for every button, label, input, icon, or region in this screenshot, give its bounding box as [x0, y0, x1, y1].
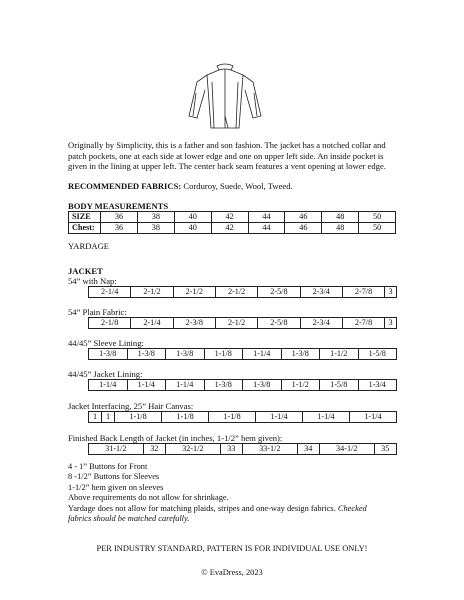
jacket-heading: JACKET [68, 266, 103, 276]
yardage-cell: 2-1/2 [173, 287, 215, 298]
note-line: 1-1/2” hem given on sleeves [68, 482, 164, 492]
yardage-label: Jacket Interfacing, 25” Hair Canvas: [68, 401, 194, 411]
yardage-cell: 1-1/4 [166, 380, 205, 391]
size-label: SIZE [69, 212, 101, 223]
yardage-cell: 2-1/2 [215, 318, 257, 329]
yardage-row [89, 380, 397, 391]
yardage-row [89, 444, 397, 455]
chest-row [69, 223, 396, 234]
yardage-label: Finished Back Length of Jacket (in inches, 1-1/2” hem given): [68, 433, 283, 443]
yardage-cell: 2-3/8 [173, 318, 215, 329]
note-italic: fabrics should be matched carefully. [68, 514, 190, 524]
yardage-row [89, 412, 397, 423]
yardage-cell: 1-1/8 [209, 412, 256, 423]
yardage-row [89, 287, 397, 298]
yardage-row [89, 349, 397, 360]
size-row [69, 212, 396, 223]
yardage-cell: 1-1/4 [256, 412, 303, 423]
size-cell: 44 [248, 212, 285, 223]
note-line [68, 504, 367, 514]
note-line: Above requirements do not allow for shrinkage. [68, 493, 229, 503]
body-measurements-title: BODY MEASUREMENTS [68, 201, 169, 211]
yardage-cell: 1-1/4 [349, 412, 396, 423]
yardage-cell: 1 [89, 412, 102, 423]
chest-cell: 50 [359, 223, 396, 234]
yardage-label: 44/45” Sleeve Lining: [68, 338, 144, 348]
size-cell: 46 [285, 212, 322, 223]
yardage-table [88, 286, 397, 298]
yardage-cell: 1-3/8 [281, 349, 320, 360]
yardage-cell: 1-1/4 [243, 349, 282, 360]
yardage-cell: 2-7/8 [342, 287, 384, 298]
yardage-cell: 2-1/8 [89, 318, 131, 329]
chest-label: Chest: [69, 223, 101, 234]
yardage-cell: 1-1/8 [115, 412, 162, 423]
yardage-cell: 1-1/4 [303, 412, 350, 423]
yardage-cell: 2-5/8 [258, 318, 300, 329]
chest-cell: 44 [248, 223, 285, 234]
yardage-cell: 2-3/4 [300, 318, 342, 329]
yardage-cell: 32 [143, 444, 165, 455]
yardage-cell: 3 [385, 287, 397, 298]
yardage-cell: 1-1/2 [320, 349, 359, 360]
notes-block [68, 462, 367, 524]
yardage-cell: 34 [297, 444, 319, 455]
size-cell: 50 [359, 212, 396, 223]
yardage-heading: YARDAGE [68, 241, 110, 251]
size-cell: 40 [174, 212, 211, 223]
yardage-cell: 2-1/2 [215, 287, 257, 298]
yardage-table [88, 348, 397, 360]
size-cell: 38 [137, 212, 174, 223]
chest-cell: 38 [137, 223, 174, 234]
yardage-cell: 1-1/4 [127, 380, 166, 391]
chest-cell: 48 [322, 223, 359, 234]
yardage-cell: 1-3/8 [243, 380, 282, 391]
yardage-cell: 1 [102, 412, 115, 423]
yardage-table [88, 317, 397, 329]
yardage-cell: 33 [220, 444, 242, 455]
yardage-cell: 35 [374, 444, 396, 455]
yardage-cell: 1-3/4 [358, 380, 397, 391]
note-line: 4 - 1” Buttons for Front [68, 462, 148, 471]
body-measurements-table [68, 211, 396, 234]
yardage-label: 54” Plain Fabric: [68, 307, 127, 317]
jacket-back-illustration [184, 58, 266, 140]
yardage-label: 54” with Nap: [68, 276, 117, 286]
chest-cell: 36 [101, 223, 138, 234]
fabrics-value: Corduroy, Suede, Wool, Tweed. [181, 181, 293, 191]
copyright: © EvaDress, 2023 [201, 568, 263, 577]
yardage-cell: 1-5/8 [320, 380, 359, 391]
yardage-cell: 2-7/8 [342, 318, 384, 329]
yardage-table [88, 379, 397, 391]
size-cell: 42 [211, 212, 248, 223]
yardage-cell: 1-3/8 [127, 349, 166, 360]
yardage-cell: 32-1/2 [165, 444, 220, 455]
chest-cell: 42 [211, 223, 248, 234]
yardage-cell: 1-1/8 [162, 412, 209, 423]
size-cell: 36 [101, 212, 138, 223]
yardage-table [88, 443, 397, 455]
size-cell: 48 [322, 212, 359, 223]
recommended-fabrics [68, 181, 293, 191]
industry-standard-notice: PER INDUSTRY STANDARD, PATTERN IS FOR INDIVIDUAL USE ONLY! [96, 544, 368, 553]
yardage-cell: 2-1/2 [131, 287, 173, 298]
yardage-cell: 1-3/8 [204, 380, 243, 391]
yardage-cell: 34-1/2 [319, 444, 374, 455]
note-text: Yardage does not allow for matching plaids, stripes and one-way design fabrics. [68, 503, 338, 513]
yardage-cell: 2-5/8 [258, 287, 300, 298]
yardage-cell: 2-1/4 [89, 287, 131, 298]
note-line: 8 -1/2” Buttons for Sleeves [68, 472, 160, 482]
yardage-cell: 2-3/4 [300, 287, 342, 298]
yardage-cell: 1-1/4 [89, 380, 128, 391]
chest-cell: 46 [285, 223, 322, 234]
yardage-cell: 1-3/8 [166, 349, 205, 360]
yardage-label: 44/45” Jacket Lining: [68, 369, 143, 379]
yardage-cell: 1-5/8 [358, 349, 397, 360]
yardage-cell: 1-1/2 [281, 380, 320, 391]
note-italic: Checked [337, 503, 367, 513]
fabrics-label: RECOMMENDED FABRICS: [68, 181, 182, 191]
note-line [68, 514, 367, 524]
yardage-cell: 33-1/2 [242, 444, 297, 455]
yardage-cell: 1-3/8 [89, 349, 128, 360]
pattern-description: Originally by Simplicity, this is a father and son fashion. The jacket has a notched collar and patch pockets, one at each side at lower edge and one on upper left side. An inside pocket is given in the lining at upper left. The center back seam features a vent opening at lower edge. [68, 140, 386, 172]
chest-cell: 40 [174, 223, 211, 234]
yardage-row [89, 318, 397, 329]
yardage-cell: 2-1/4 [131, 318, 173, 329]
yardage-table [88, 411, 397, 423]
yardage-cell: 1-1/8 [204, 349, 243, 360]
yardage-cell: 3 [385, 318, 397, 329]
yardage-cell: 31-1/2 [89, 444, 144, 455]
